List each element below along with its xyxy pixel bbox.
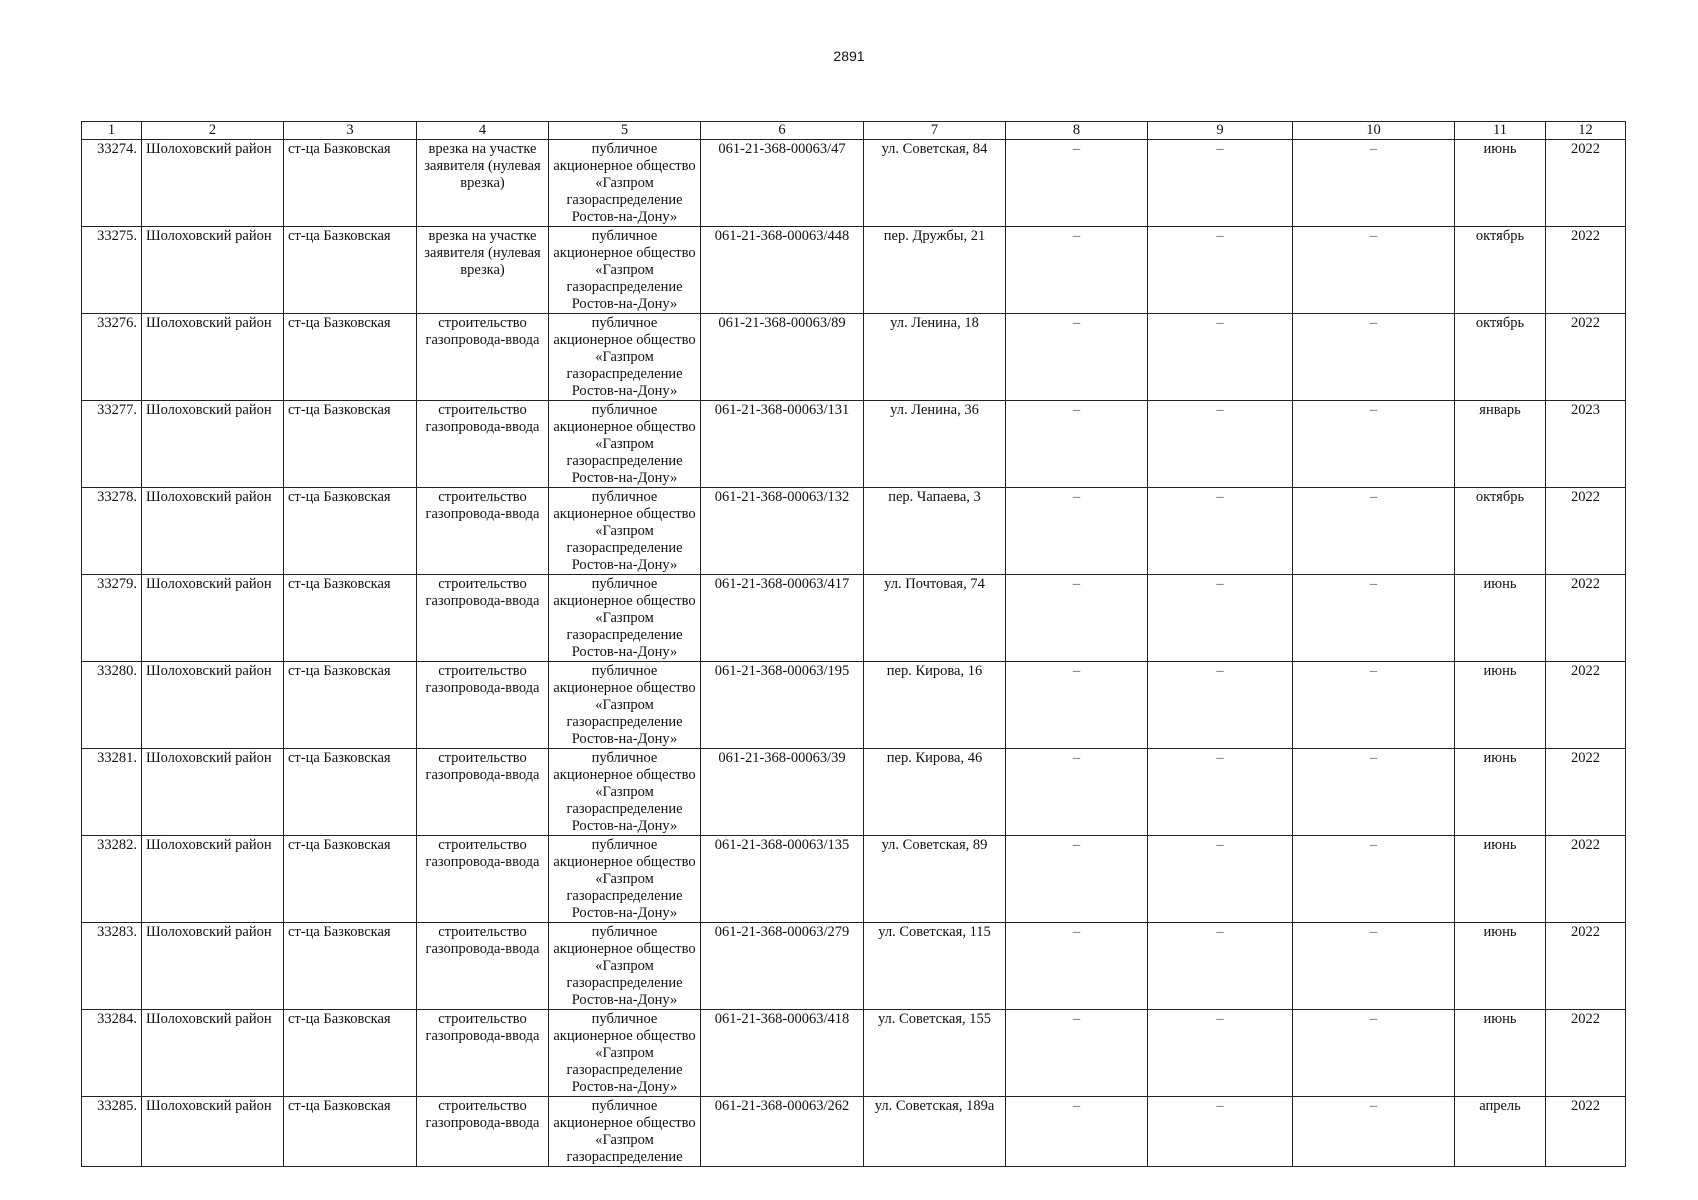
col10-cell: – [1293, 662, 1455, 749]
year-cell: 2022 [1546, 140, 1626, 227]
district-cell: Шолоховский район [142, 749, 284, 836]
year-cell: 2023 [1546, 401, 1626, 488]
col8-cell: – [1006, 488, 1148, 575]
year-cell: 2022 [1546, 488, 1626, 575]
column-number: 10 [1293, 122, 1455, 140]
year-cell: 2022 [1546, 575, 1626, 662]
month-cell: октябрь [1455, 227, 1546, 314]
table-row [82, 923, 1626, 1010]
work-type-cell: строительство газопровода-ввода [417, 1097, 549, 1167]
col8-cell: – [1006, 662, 1148, 749]
locality-cell: ст-ца Базковская [284, 401, 417, 488]
col10-cell: – [1293, 923, 1455, 1010]
month-cell: июнь [1455, 836, 1546, 923]
col8-cell: – [1006, 923, 1148, 1010]
work-type-cell: строительство газопровода-ввода [417, 401, 549, 488]
row-number: 33282. [82, 836, 142, 923]
column-number: 9 [1148, 122, 1293, 140]
address-cell: ул. Советская, 189а [864, 1097, 1006, 1167]
month-cell: октябрь [1455, 314, 1546, 401]
code-cell: 061-21-368-00063/89 [701, 314, 864, 401]
row-number: 33285. [82, 1097, 142, 1167]
address-cell: пер. Дружбы, 21 [864, 227, 1006, 314]
registry-table [81, 121, 1626, 1167]
district-cell: Шолоховский район [142, 227, 284, 314]
col8-cell: – [1006, 575, 1148, 662]
district-cell: Шолоховский район [142, 1097, 284, 1167]
year-cell: 2022 [1546, 1097, 1626, 1167]
col10-cell: – [1293, 314, 1455, 401]
work-type-cell: строительство газопровода-ввода [417, 923, 549, 1010]
address-cell: ул. Советская, 84 [864, 140, 1006, 227]
table-row [82, 1010, 1626, 1097]
row-number: 33281. [82, 749, 142, 836]
col8-cell: – [1006, 401, 1148, 488]
year-cell: 2022 [1546, 662, 1626, 749]
table-row [82, 749, 1626, 836]
code-cell: 061-21-368-00063/418 [701, 1010, 864, 1097]
organization-cell: публичное акционерное общество «Газпром газораспределение Ростов-на-Дону» [549, 401, 701, 488]
col9-cell: – [1148, 749, 1293, 836]
organization-cell: публичное акционерное общество «Газпром газораспределение Ростов-на-Дону» [549, 836, 701, 923]
col9-cell: – [1148, 1010, 1293, 1097]
year-cell: 2022 [1546, 1010, 1626, 1097]
col10-cell: – [1293, 488, 1455, 575]
address-cell: ул. Советская, 89 [864, 836, 1006, 923]
year-cell: 2022 [1546, 923, 1626, 1010]
code-cell: 061-21-368-00063/417 [701, 575, 864, 662]
organization-cell: публичное акционерное общество «Газпром газораспределение [549, 1097, 701, 1167]
col9-cell: – [1148, 314, 1293, 401]
row-number: 33274. [82, 140, 142, 227]
col8-cell: – [1006, 314, 1148, 401]
address-cell: ул. Почтовая, 74 [864, 575, 1006, 662]
table-row [82, 227, 1626, 314]
table-row [82, 140, 1626, 227]
col9-cell: – [1148, 140, 1293, 227]
organization-cell: публичное акционерное общество «Газпром газораспределение Ростов-на-Дону» [549, 1010, 701, 1097]
month-cell: июнь [1455, 749, 1546, 836]
month-cell: июнь [1455, 923, 1546, 1010]
locality-cell: ст-ца Базковская [284, 140, 417, 227]
district-cell: Шолоховский район [142, 575, 284, 662]
district-cell: Шолоховский район [142, 314, 284, 401]
work-type-cell: строительство газопровода-ввода [417, 488, 549, 575]
work-type-cell: строительство газопровода-ввода [417, 314, 549, 401]
locality-cell: ст-ца Базковская [284, 227, 417, 314]
col10-cell: – [1293, 1097, 1455, 1167]
organization-cell: публичное акционерное общество «Газпром газораспределение Ростов-на-Дону» [549, 140, 701, 227]
month-cell: июнь [1455, 1010, 1546, 1097]
organization-cell: публичное акционерное общество «Газпром газораспределение Ростов-на-Дону» [549, 923, 701, 1010]
locality-cell: ст-ца Базковская [284, 836, 417, 923]
address-cell: ул. Советская, 115 [864, 923, 1006, 1010]
locality-cell: ст-ца Базковская [284, 488, 417, 575]
work-type-cell: врезка на участке заявителя (нулевая врезка) [417, 140, 549, 227]
row-number: 33277. [82, 401, 142, 488]
work-type-cell: строительство газопровода-ввода [417, 662, 549, 749]
locality-cell: ст-ца Базковская [284, 923, 417, 1010]
locality-cell: ст-ца Базковская [284, 662, 417, 749]
table-row [82, 314, 1626, 401]
code-cell: 061-21-368-00063/47 [701, 140, 864, 227]
address-cell: ул. Ленина, 18 [864, 314, 1006, 401]
locality-cell: ст-ца Базковская [284, 575, 417, 662]
column-number-row [82, 122, 1626, 140]
locality-cell: ст-ца Базковская [284, 749, 417, 836]
organization-cell: публичное акционерное общество «Газпром газораспределение Ростов-на-Дону» [549, 488, 701, 575]
col10-cell: – [1293, 140, 1455, 227]
month-cell: июнь [1455, 662, 1546, 749]
col9-cell: – [1148, 836, 1293, 923]
code-cell: 061-21-368-00063/39 [701, 749, 864, 836]
column-number: 1 [82, 122, 142, 140]
table-row [82, 575, 1626, 662]
code-cell: 061-21-368-00063/279 [701, 923, 864, 1010]
month-cell: июнь [1455, 140, 1546, 227]
col8-cell: – [1006, 1010, 1148, 1097]
col8-cell: – [1006, 749, 1148, 836]
column-number: 5 [549, 122, 701, 140]
organization-cell: публичное акционерное общество «Газпром газораспределение Ростов-на-Дону» [549, 227, 701, 314]
district-cell: Шолоховский район [142, 488, 284, 575]
organization-cell: публичное акционерное общество «Газпром газораспределение Ростов-на-Дону» [549, 314, 701, 401]
col10-cell: – [1293, 227, 1455, 314]
column-number: 12 [1546, 122, 1626, 140]
col10-cell: – [1293, 401, 1455, 488]
work-type-cell: строительство газопровода-ввода [417, 575, 549, 662]
month-cell: апрель [1455, 1097, 1546, 1167]
column-number: 2 [142, 122, 284, 140]
work-type-cell: строительство газопровода-ввода [417, 1010, 549, 1097]
district-cell: Шолоховский район [142, 836, 284, 923]
work-type-cell: строительство газопровода-ввода [417, 836, 549, 923]
col9-cell: – [1148, 227, 1293, 314]
column-number: 6 [701, 122, 864, 140]
address-cell: ул. Ленина, 36 [864, 401, 1006, 488]
district-cell: Шолоховский район [142, 662, 284, 749]
locality-cell: ст-ца Базковская [284, 1097, 417, 1167]
code-cell: 061-21-368-00063/448 [701, 227, 864, 314]
code-cell: 061-21-368-00063/131 [701, 401, 864, 488]
row-number: 33278. [82, 488, 142, 575]
locality-cell: ст-ца Базковская [284, 1010, 417, 1097]
row-number: 33279. [82, 575, 142, 662]
column-number: 8 [1006, 122, 1148, 140]
code-cell: 061-21-368-00063/195 [701, 662, 864, 749]
address-cell: ул. Советская, 155 [864, 1010, 1006, 1097]
col8-cell: – [1006, 836, 1148, 923]
col9-cell: – [1148, 401, 1293, 488]
organization-cell: публичное акционерное общество «Газпром газораспределение Ростов-на-Дону» [549, 575, 701, 662]
row-number: 33284. [82, 1010, 142, 1097]
col9-cell: – [1148, 488, 1293, 575]
address-cell: пер. Чапаева, 3 [864, 488, 1006, 575]
month-cell: июнь [1455, 575, 1546, 662]
column-number: 3 [284, 122, 417, 140]
organization-cell: публичное акционерное общество «Газпром газораспределение Ростов-на-Дону» [549, 662, 701, 749]
row-number: 33283. [82, 923, 142, 1010]
col10-cell: – [1293, 749, 1455, 836]
district-cell: Шолоховский район [142, 401, 284, 488]
code-cell: 061-21-368-00063/135 [701, 836, 864, 923]
year-cell: 2022 [1546, 836, 1626, 923]
organization-cell: публичное акционерное общество «Газпром газораспределение Ростов-на-Дону» [549, 749, 701, 836]
column-number: 7 [864, 122, 1006, 140]
month-cell: октябрь [1455, 488, 1546, 575]
col9-cell: – [1148, 662, 1293, 749]
col8-cell: – [1006, 140, 1148, 227]
col10-cell: – [1293, 1010, 1455, 1097]
locality-cell: ст-ца Базковская [284, 314, 417, 401]
col10-cell: – [1293, 575, 1455, 662]
year-cell: 2022 [1546, 749, 1626, 836]
code-cell: 061-21-368-00063/262 [701, 1097, 864, 1167]
page-number: 2891 [833, 48, 865, 64]
address-cell: пер. Кирова, 46 [864, 749, 1006, 836]
row-number: 33275. [82, 227, 142, 314]
table-row [82, 836, 1626, 923]
district-cell: Шолоховский район [142, 1010, 284, 1097]
table-row [82, 662, 1626, 749]
col8-cell: – [1006, 227, 1148, 314]
column-number: 11 [1455, 122, 1546, 140]
table-row [82, 488, 1626, 575]
table-row [82, 1097, 1626, 1167]
month-cell: январь [1455, 401, 1546, 488]
code-cell: 061-21-368-00063/132 [701, 488, 864, 575]
col9-cell: – [1148, 1097, 1293, 1167]
column-number: 4 [417, 122, 549, 140]
work-type-cell: строительство газопровода-ввода [417, 749, 549, 836]
table-row [82, 401, 1626, 488]
work-type-cell: врезка на участке заявителя (нулевая врезка) [417, 227, 549, 314]
col9-cell: – [1148, 575, 1293, 662]
year-cell: 2022 [1546, 227, 1626, 314]
row-number: 33280. [82, 662, 142, 749]
district-cell: Шолоховский район [142, 923, 284, 1010]
district-cell: Шолоховский район [142, 140, 284, 227]
year-cell: 2022 [1546, 314, 1626, 401]
address-cell: пер. Кирова, 16 [864, 662, 1006, 749]
col9-cell: – [1148, 923, 1293, 1010]
col8-cell: – [1006, 1097, 1148, 1167]
row-number: 33276. [82, 314, 142, 401]
col10-cell: – [1293, 836, 1455, 923]
